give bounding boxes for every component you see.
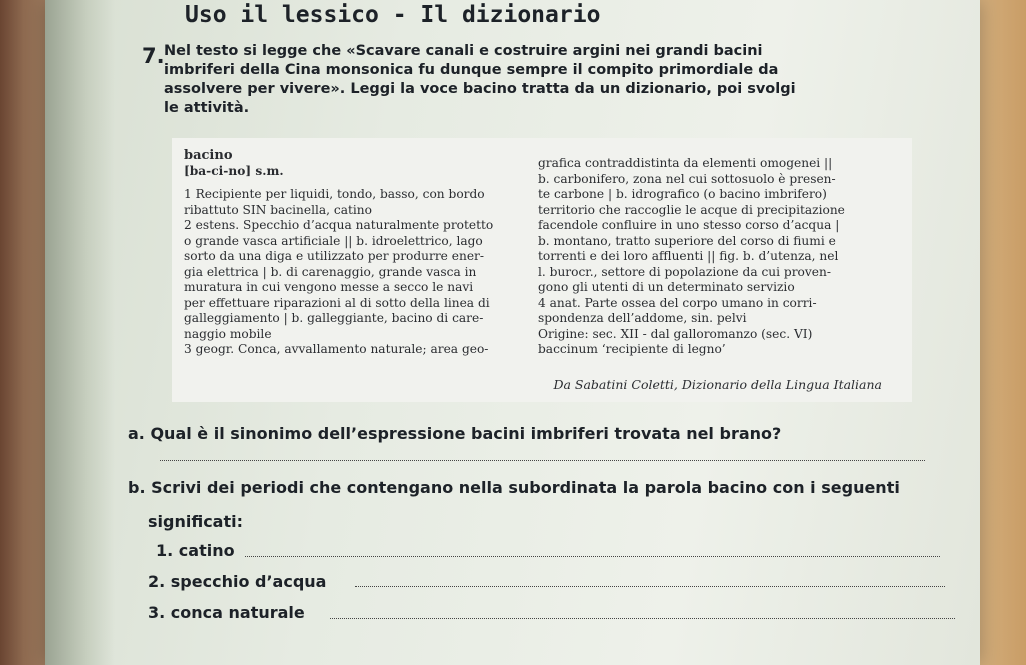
section-title: Uso il lessico - Il dizionario xyxy=(185,2,601,28)
question-b-continued: significati: xyxy=(148,512,244,531)
answer-line-3[interactable] xyxy=(330,618,955,619)
entry-line: 4 anat. Parte ossea del corpo umano in corri- xyxy=(538,295,817,310)
dictionary-entry-box xyxy=(172,138,912,402)
exercise-number: 7. xyxy=(142,44,165,68)
intro-line: assolvere per vivere». Leggi la voce bacino tratta da un dizionario, poi svolgi xyxy=(164,81,796,97)
entry-line: Origine: sec. XII - dal galloromanzo (sec. VI) xyxy=(538,326,813,341)
entry-line: te carbone | b. idrografico (o bacino imbrifero) xyxy=(538,187,827,201)
entry-line: baccinum ‘recipiente di legno’ xyxy=(538,342,726,356)
page-spine-shadow xyxy=(45,0,115,665)
entry-line: gono gli utenti di un determinato servizio xyxy=(538,280,795,294)
intro-line: Nel testo si legge che «Scavare canali e costruire argini nei grandi bacini xyxy=(164,43,763,59)
answer-line-1[interactable] xyxy=(245,556,940,557)
entry-line: b. carbonifero, zona nel cui sottosuolo è presen- xyxy=(538,171,836,186)
entry-line: territorio che raccoglie le acque di precipitazione xyxy=(538,202,845,217)
entry-line: 2 estens. Specchio d’acqua naturalmente protetto xyxy=(184,218,494,232)
dictionary-source: Da Sabatini Coletti, Dizionario della Lingua Italiana xyxy=(553,377,882,392)
entry-line: gia elettrica | b. di carenaggio, grande vasca in xyxy=(184,264,477,279)
entry-line: galleggiamento | b. galleggiante, bacino di care- xyxy=(184,311,484,325)
entry-line: ribattuto SIN bacinella, catino xyxy=(184,202,372,217)
dictionary-column-right xyxy=(538,156,908,358)
entry-line: 3 geogr. Conca, avvallamento naturale; area geo- xyxy=(184,342,489,356)
entry-line: torrenti e dei loro affluenti || fig. b. d’utenza, nel xyxy=(538,249,839,263)
answer-line-2[interactable] xyxy=(355,586,945,587)
entry-line: spondenza dell’addome, sin. pelvi xyxy=(538,311,747,325)
intro-line: imbriferi della Cina monsonica fu dunque sempre il compito primordiale da xyxy=(164,62,779,78)
answer-line-a[interactable] xyxy=(160,460,925,461)
entry-line: grafica contraddistinta da elementi omogenei || xyxy=(538,156,833,170)
syllabification: [ba-ci-no] s.m. xyxy=(184,163,284,178)
entry-line: sorto da una diga e utilizzato per produrre ener- xyxy=(184,249,484,263)
intro-line: le attività. xyxy=(164,100,250,116)
meaning-item: 2. specchio d’acqua xyxy=(148,572,327,591)
dictionary-column-left xyxy=(184,148,529,358)
headword: bacino xyxy=(184,148,233,163)
exercise-intro xyxy=(164,42,804,118)
question-b: b. Scrivi dei periodi che contengano nella subordinata la parola bacino con i seguenti xyxy=(128,478,900,497)
entry-line: naggio mobile xyxy=(184,326,272,341)
question-a: a. Qual è il sinonimo dell’espressione bacini imbriferi trovata nel brano? xyxy=(128,424,782,443)
entry-line: facendole confluire in uno stesso corso d’acqua | xyxy=(538,218,840,232)
entry-line: per effettuare riparazioni al di sotto della linea di xyxy=(184,295,490,310)
entry-line: b. montano, tratto superiore del corso di fiumi e xyxy=(538,233,836,248)
entry-line: 1 Recipiente per liquidi, tondo, basso, con bordo xyxy=(184,187,485,201)
entry-line: muratura in cui vengono messe a secco le navi xyxy=(184,280,474,294)
entry-line: o grande vasca artificiale || b. idroelettrico, lago xyxy=(184,233,483,248)
entry-line: l. burocr., settore di popolazione da cui proven- xyxy=(538,264,831,279)
meaning-item: 3. conca naturale xyxy=(148,603,305,622)
meaning-item: 1. catino xyxy=(156,541,235,560)
